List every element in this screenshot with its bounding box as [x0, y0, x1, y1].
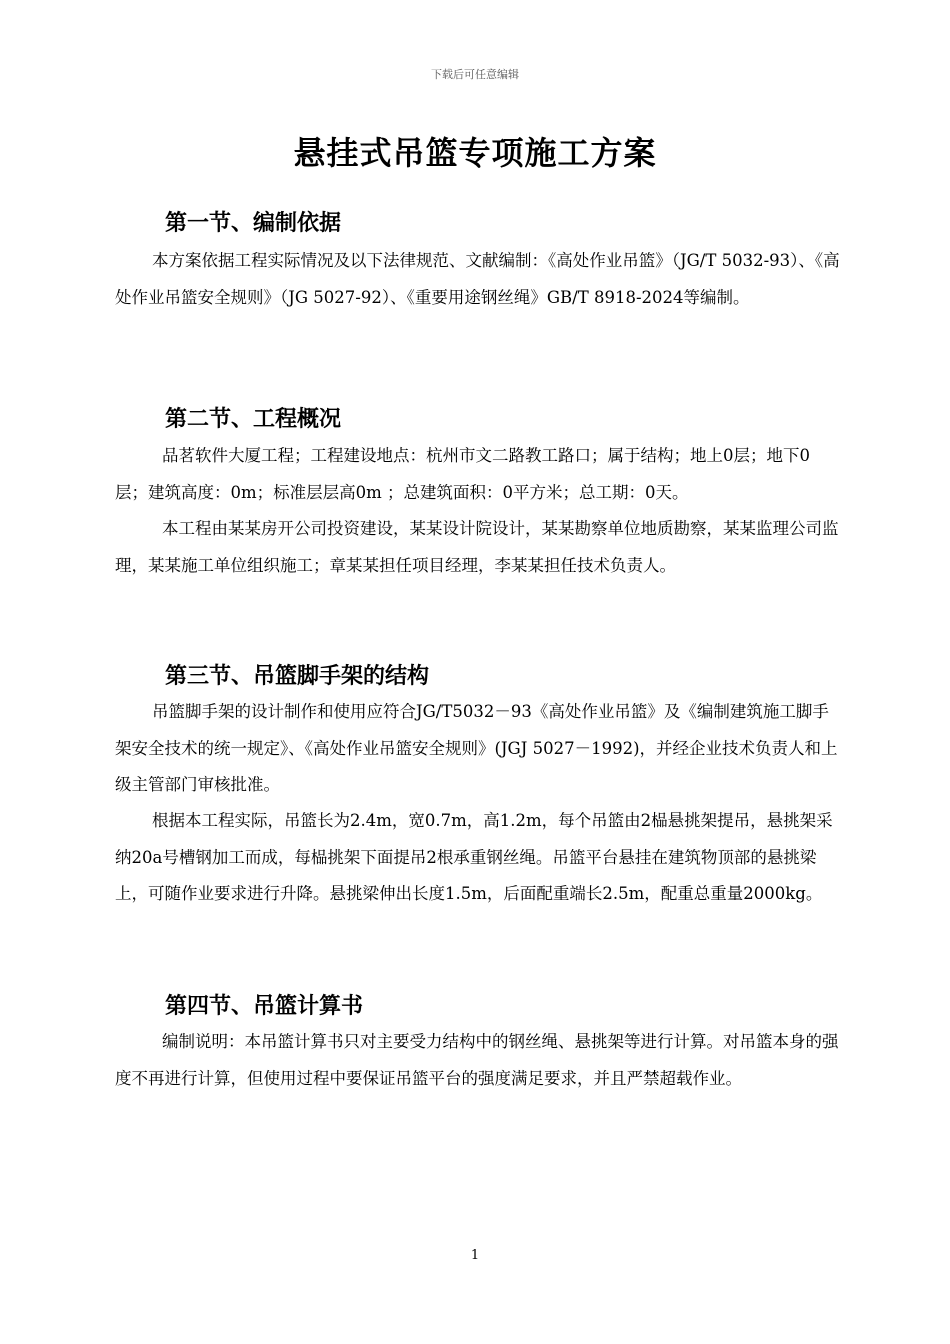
- section-2-paragraph-1: 品茗软件大厦工程；工程建设地点：杭州市文二路教工路口；属于结构；地上0层；地下0层；建筑高度：0m；标准层层高0m ；总建筑面积：0平方米；总工期：0天。: [115, 446, 810, 502]
- section-3-paragraph-1: 吊篮脚手架的设计制作和使用应符合JG/T5032－93《高处作业吊篮》及《编制建筑施工脚手架安全技术的统一规定》、《高处作业吊篮安全规则》(JGJ 5027－1992)，并经企业技术负责人和上级主管部门审核批准。: [115, 702, 838, 794]
- section-1-paragraph-1: 本方案依据工程实际情况及以下法律规范、文献编制：《高处作业吊篮》（JG/T 5032-93）、《高处作业吊篮安全规则》（JG 5027-92）、《重要用途钢丝绳》GB/T 8918-2024等编制。: [115, 251, 840, 307]
- section-heading-1: 第一节、编制依据: [165, 210, 342, 236]
- section-heading-2: 第二节、工程概况: [165, 406, 342, 432]
- page-number: 1: [470, 1248, 480, 1263]
- section-3-paragraph-2: 根据本工程实际，吊篮长为2.4m，宽0.7m，高1.2m，每个吊篮由2榀悬挑架提吊，悬挑架采纳20a号槽钢加工而成，每榀挑架下面提吊2根承重钢丝绳。吊篮平台悬挂在建筑物顶部的悬挑梁上，可随作业要求进行升降。悬挑梁伸出长度1.5m，后面配重端长2.5m，配重总重量2000kg。: [115, 811, 833, 903]
- page-title: 悬挂式吊篮专项施工方案: [293, 134, 657, 172]
- section-4-paragraph-1: 编制说明：本吊篮计算书只对主要受力结构中的钢丝绳、悬挑架等进行计算。对吊篮本身的强度不再进行计算，但使用过程中要保证吊篮平台的强度满足要求，并且严禁超载作业。: [115, 1032, 839, 1088]
- section-2-paragraph-2: 本工程由某某房开公司投资建设，某某设计院设计，某某勘察单位地质勘察，某某监理公司监理，某某施工单位组织施工；章某某担任项目经理，李某某担任技术负责人。: [115, 519, 839, 575]
- header-note: 下载后可任意编辑: [431, 68, 519, 81]
- section-heading-3: 第三节、吊篮脚手架的结构: [165, 663, 430, 689]
- section-heading-4: 第四节、吊篮计算书: [165, 993, 364, 1019]
